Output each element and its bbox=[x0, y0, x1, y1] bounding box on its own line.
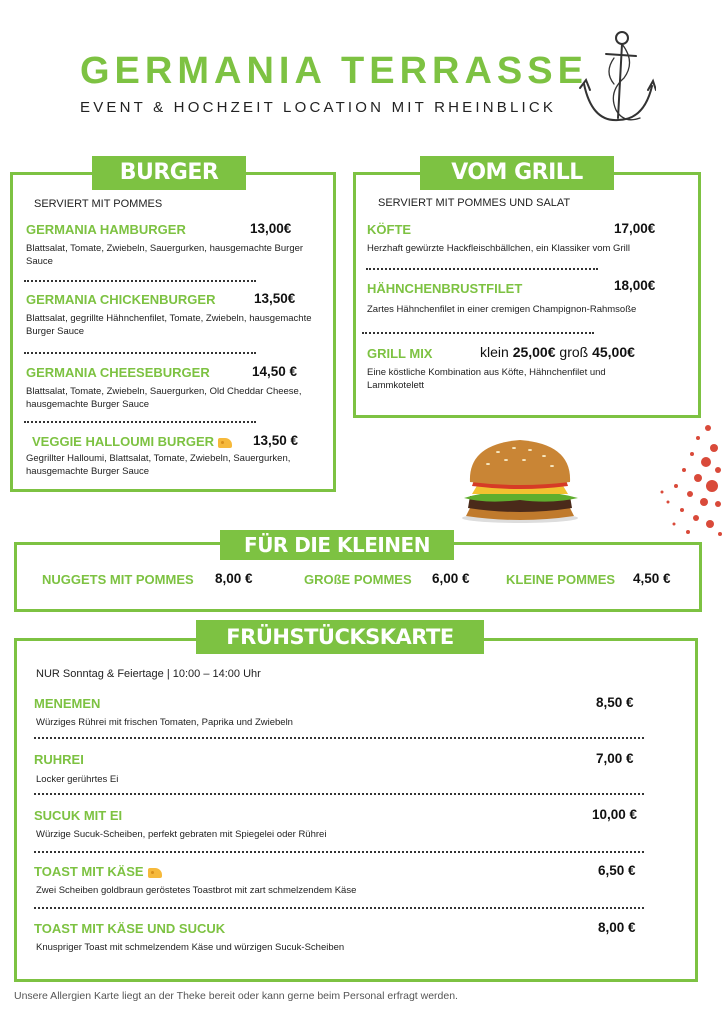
breakfast-item-desc: Knuspriger Toast mit schmelzendem Käse und würzigen Sucuk-Scheiben bbox=[36, 942, 345, 953]
cheese-icon bbox=[218, 438, 232, 448]
grill-mix-price-small: 25,00€ bbox=[512, 344, 556, 360]
grill-note: SERVIERT MIT POMMES UND SALAT bbox=[378, 197, 571, 209]
burger-item-desc: Blattsalat, Tomate, Zwiebeln, Sauergurken, Old Cheddar Cheese, hausgemachte Burger Sauce bbox=[26, 386, 302, 410]
divider bbox=[34, 851, 644, 853]
cheese-icon bbox=[148, 868, 162, 878]
kids-item-price: 4,50 € bbox=[633, 571, 671, 586]
grill-item-desc: Eine köstliche Kombination aus Köfte, Hähnchenfilet und Lammkotelett bbox=[367, 367, 606, 391]
kids-item-price: 8,00 € bbox=[215, 571, 253, 586]
breakfast-note: NUR Sonntag & Feiertage | 10:00 – 14:00 Uhr bbox=[36, 668, 261, 680]
burger-item-name bbox=[32, 434, 232, 449]
burger-image bbox=[458, 430, 582, 524]
breakfast-item-name: MENEMEN bbox=[34, 696, 101, 711]
kids-heading: FÜR DIE KLEINEN bbox=[220, 530, 454, 560]
breakfast-item-price: 8,00 € bbox=[598, 920, 636, 935]
divider bbox=[34, 907, 644, 909]
paprika-splash-decoration bbox=[648, 408, 724, 542]
breakfast-item-name-text: TOAST MIT KÄSE bbox=[34, 864, 144, 879]
breakfast-item-desc: Locker gerührtes Ei bbox=[36, 774, 119, 785]
breakfast-item-price: 10,00 € bbox=[592, 807, 638, 822]
burger-item-price: 13,00€ bbox=[250, 221, 292, 236]
burger-item-price: 14,50 € bbox=[252, 364, 298, 379]
burger-item-desc: Blattsalat, gegrillte Hähnchenfilet, Tomate, Zwiebeln, hausgemachte Burger Sauce bbox=[26, 313, 312, 337]
burger-item-name-text: VEGGIE HALLOUMI BURGER bbox=[32, 434, 215, 449]
breakfast-item-desc: Würziges Rührei mit frischen Tomaten, Paprika und Zwiebeln bbox=[36, 717, 293, 728]
divider bbox=[34, 793, 644, 795]
burger-item-name: GERMANIA HAMBURGER bbox=[26, 222, 186, 237]
breakfast-item-price: 6,50 € bbox=[598, 863, 636, 878]
kids-item-name: GROßE POMMES bbox=[304, 572, 412, 587]
allergy-footer-note: Unsere Allergien Karte liegt an der Theke bereit oder kann gerne beim Personal erfragt werden. bbox=[14, 990, 458, 1002]
burger-heading: BURGER bbox=[92, 156, 246, 190]
breakfast-item-desc: Würzige Sucuk-Scheiben, perfekt gebraten mit Spiegelei oder Rührei bbox=[36, 829, 327, 840]
breakfast-item-desc: Zwei Scheiben goldbraun geröstetes Toastbrot mit zart schmelzendem Käse bbox=[36, 885, 357, 896]
grill-item-name: GRILL MIX bbox=[367, 346, 433, 361]
divider bbox=[366, 268, 598, 270]
grill-item-price: 17,00€ bbox=[614, 221, 656, 236]
kids-item-price: 6,00 € bbox=[432, 571, 470, 586]
divider bbox=[24, 352, 256, 354]
burger-item-name: GERMANIA CHEESEBURGER bbox=[26, 365, 210, 380]
price-size-label: groß bbox=[559, 344, 589, 360]
grill-item-name: KÖFTE bbox=[367, 222, 412, 237]
kids-item-name: KLEINE POMMES bbox=[506, 572, 616, 587]
page-subtitle: EVENT & HOCHZEIT LOCATION MIT RHEINBLICK bbox=[80, 99, 557, 116]
page-title: GERMANIA TERRASSE bbox=[80, 50, 588, 92]
grill-item-desc: Zartes Hähnchenfilet in einer cremigen Champignon-Rahmsoße bbox=[367, 304, 637, 315]
breakfast-item-name bbox=[34, 864, 162, 879]
price-size-label: klein bbox=[480, 344, 509, 360]
grill-item-desc: Herzhaft gewürzte Hackfleischbällchen, ein Klassiker vom Grill bbox=[367, 243, 630, 254]
breakfast-item-price: 7,00 € bbox=[596, 751, 634, 766]
divider bbox=[24, 280, 256, 282]
burger-note: SERVIERT MIT POMMES bbox=[34, 198, 163, 210]
burger-item-desc: Blattsalat, Tomate, Zwiebeln, Sauergurken, hausgemachte Burger Sauce bbox=[26, 243, 304, 267]
breakfast-item-name: RUHREI bbox=[34, 752, 84, 767]
grill-mix-price-large: 45,00€ bbox=[592, 344, 635, 360]
breakfast-item-name: TOAST MIT KÄSE UND SUCUK bbox=[34, 921, 226, 936]
burger-item-desc: Gegrillter Halloumi, Blattsalat, Tomate, Zwiebeln, Sauergurken, hausgemachte Burger Sauce bbox=[26, 453, 291, 477]
grill-mix-prices bbox=[480, 344, 635, 360]
divider bbox=[34, 737, 644, 739]
burger-item-price: 13,50€ bbox=[254, 291, 296, 306]
breakfast-heading: FRÜHSTÜCKSKARTE bbox=[196, 620, 484, 654]
breakfast-item-price: 8,50 € bbox=[596, 695, 634, 710]
divider bbox=[24, 421, 256, 423]
divider bbox=[362, 332, 594, 334]
anchor-icon bbox=[578, 28, 656, 130]
kids-item-name: NUGGETS MIT POMMES bbox=[42, 572, 194, 587]
breakfast-item-name: SUCUK MIT EI bbox=[34, 808, 123, 823]
burger-item-name: GERMANIA CHICKENBURGER bbox=[26, 292, 216, 307]
grill-item-name: HÄHNCHENBRUSTFILET bbox=[367, 281, 523, 296]
grill-item-price: 18,00€ bbox=[614, 278, 656, 293]
burger-item-price: 13,50 € bbox=[253, 433, 299, 448]
grill-heading: VOM GRILL bbox=[420, 156, 614, 190]
